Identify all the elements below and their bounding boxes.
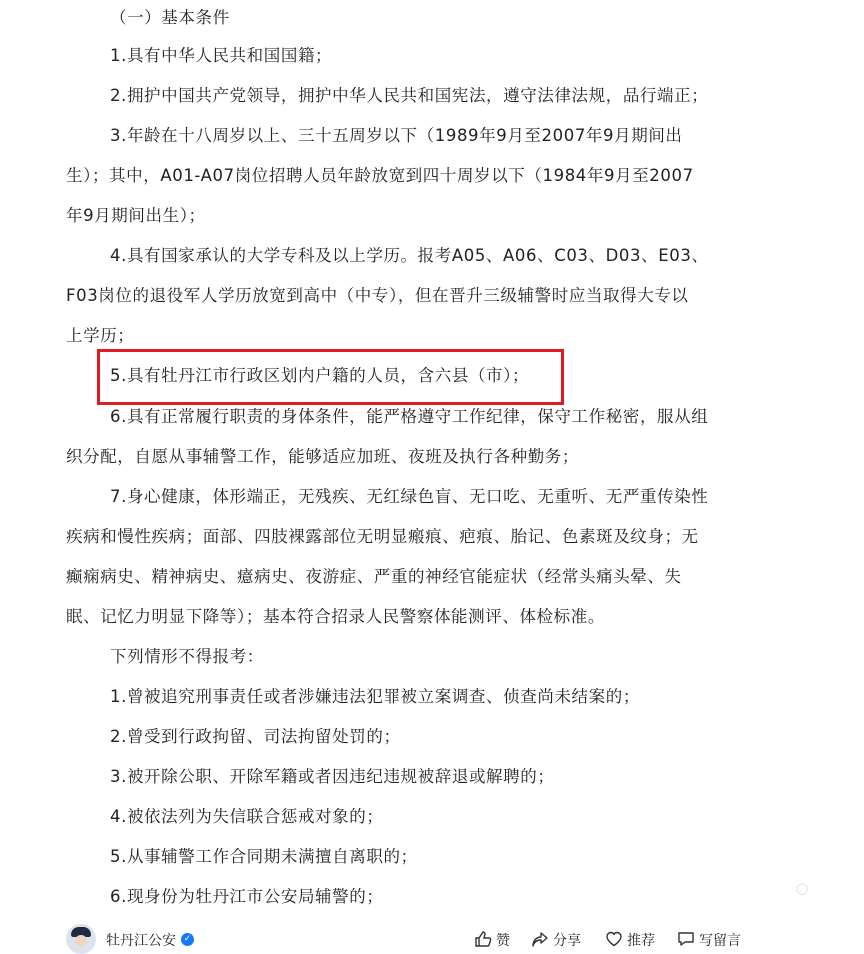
exclusion-item: 1.曾被追究刑事责任或者涉嫌违法犯罪被立案调查、侦查尚未结案的； <box>110 687 640 706</box>
comment-button[interactable] <box>677 930 741 952</box>
condition-line: 3.年龄在十八周岁以上、三十五周岁以下（1989年9月至2007年9月期间出 <box>110 126 683 145</box>
condition-line: 6.具有正常履行职责的身体条件，能严格遵守工作纪律，保守工作秘密，服从组 <box>110 407 709 426</box>
condition-item: 5.具有牡丹江市行政区划内户籍的人员，含六县（市）； <box>110 366 530 385</box>
account-name[interactable]: 牡丹江公安 <box>106 933 176 949</box>
like-button[interactable] <box>474 930 510 952</box>
exclusion-item: 5.从事辅警工作合同期未满擅自离职的； <box>110 847 418 866</box>
thumbs-up-icon <box>474 930 492 952</box>
exclusion-heading: 下列情形不得报考： <box>110 647 264 666</box>
condition-item: 1.具有中华人民共和国国籍； <box>110 46 333 65</box>
condition-line: 年9月期间出生）； <box>66 206 206 225</box>
share-button[interactable] <box>531 930 581 952</box>
condition-item: 2.拥护中国共产党领导，拥护中华人民共和国宪法，遵守法律法规，品行端正； <box>110 86 709 105</box>
exclusion-item: 4.被依法列为失信联合惩戒对象的； <box>110 807 384 826</box>
condition-line: 织分配，自愿从事辅警工作，能够适应加班、夜班及执行各种勤务； <box>66 447 579 466</box>
section-heading: （一）基本条件 <box>110 8 230 27</box>
recommend-button[interactable] <box>605 930 655 952</box>
condition-line: 生）；其中，A01-A07岗位招聘人员年龄放宽到四十周岁以下（1984年9月至2007 <box>66 166 694 185</box>
condition-line: 眠、记忆力明显下降等）；基本符合招录人民警察体能测评、体检标准。 <box>66 607 605 626</box>
condition-line: 7.身心健康，体形端正，无残疾、无红绿色盲、无口吃、无重听、无严重传染性 <box>110 487 709 506</box>
comment-label: 写留言 <box>699 933 741 949</box>
condition-item <box>66 241 756 350</box>
watermark-icon: ◯ <box>796 882 809 895</box>
share-icon <box>531 930 549 952</box>
exclusion-item: 2.曾受到行政拘留、司法拘留处罚的； <box>110 727 401 746</box>
highlight-annotation-box <box>97 349 564 405</box>
condition-line: 疾病和慢性疾病；面部、四肢裸露部位无明显瘢痕、疤痕、胎记、色素斑及纹身；无 <box>66 527 699 546</box>
recommend-label: 推荐 <box>627 933 655 949</box>
like-label: 赞 <box>496 933 510 949</box>
heart-icon <box>605 930 623 952</box>
condition-item <box>66 482 756 631</box>
condition-line: 癫痫病史、精神病史、癔病史、夜游症、严重的神经官能症状（经常头痛头晕、失 <box>66 567 682 586</box>
condition-line: 4.具有国家承认的大学专科及以上学历。报考A05、A06、C03、D03、E03、 <box>110 246 709 265</box>
comment-icon <box>677 930 695 952</box>
share-label: 分享 <box>553 933 581 949</box>
verified-badge-icon: ✓ <box>181 933 194 946</box>
article-body <box>66 0 756 922</box>
condition-item <box>66 121 756 230</box>
condition-item <box>66 402 756 471</box>
condition-line: 上学历； <box>66 326 135 345</box>
exclusion-item: 6.现身份为牡丹江市公安局辅警的； <box>110 887 384 906</box>
condition-line: F03岗位的退役军人学历放宽到高中（中专），但在晋升三级辅警时应当取得大专以 <box>66 286 689 305</box>
exclusion-item: 3.被开除公职、开除军籍或者因违纪违规被辞退或解聘的； <box>110 767 555 786</box>
